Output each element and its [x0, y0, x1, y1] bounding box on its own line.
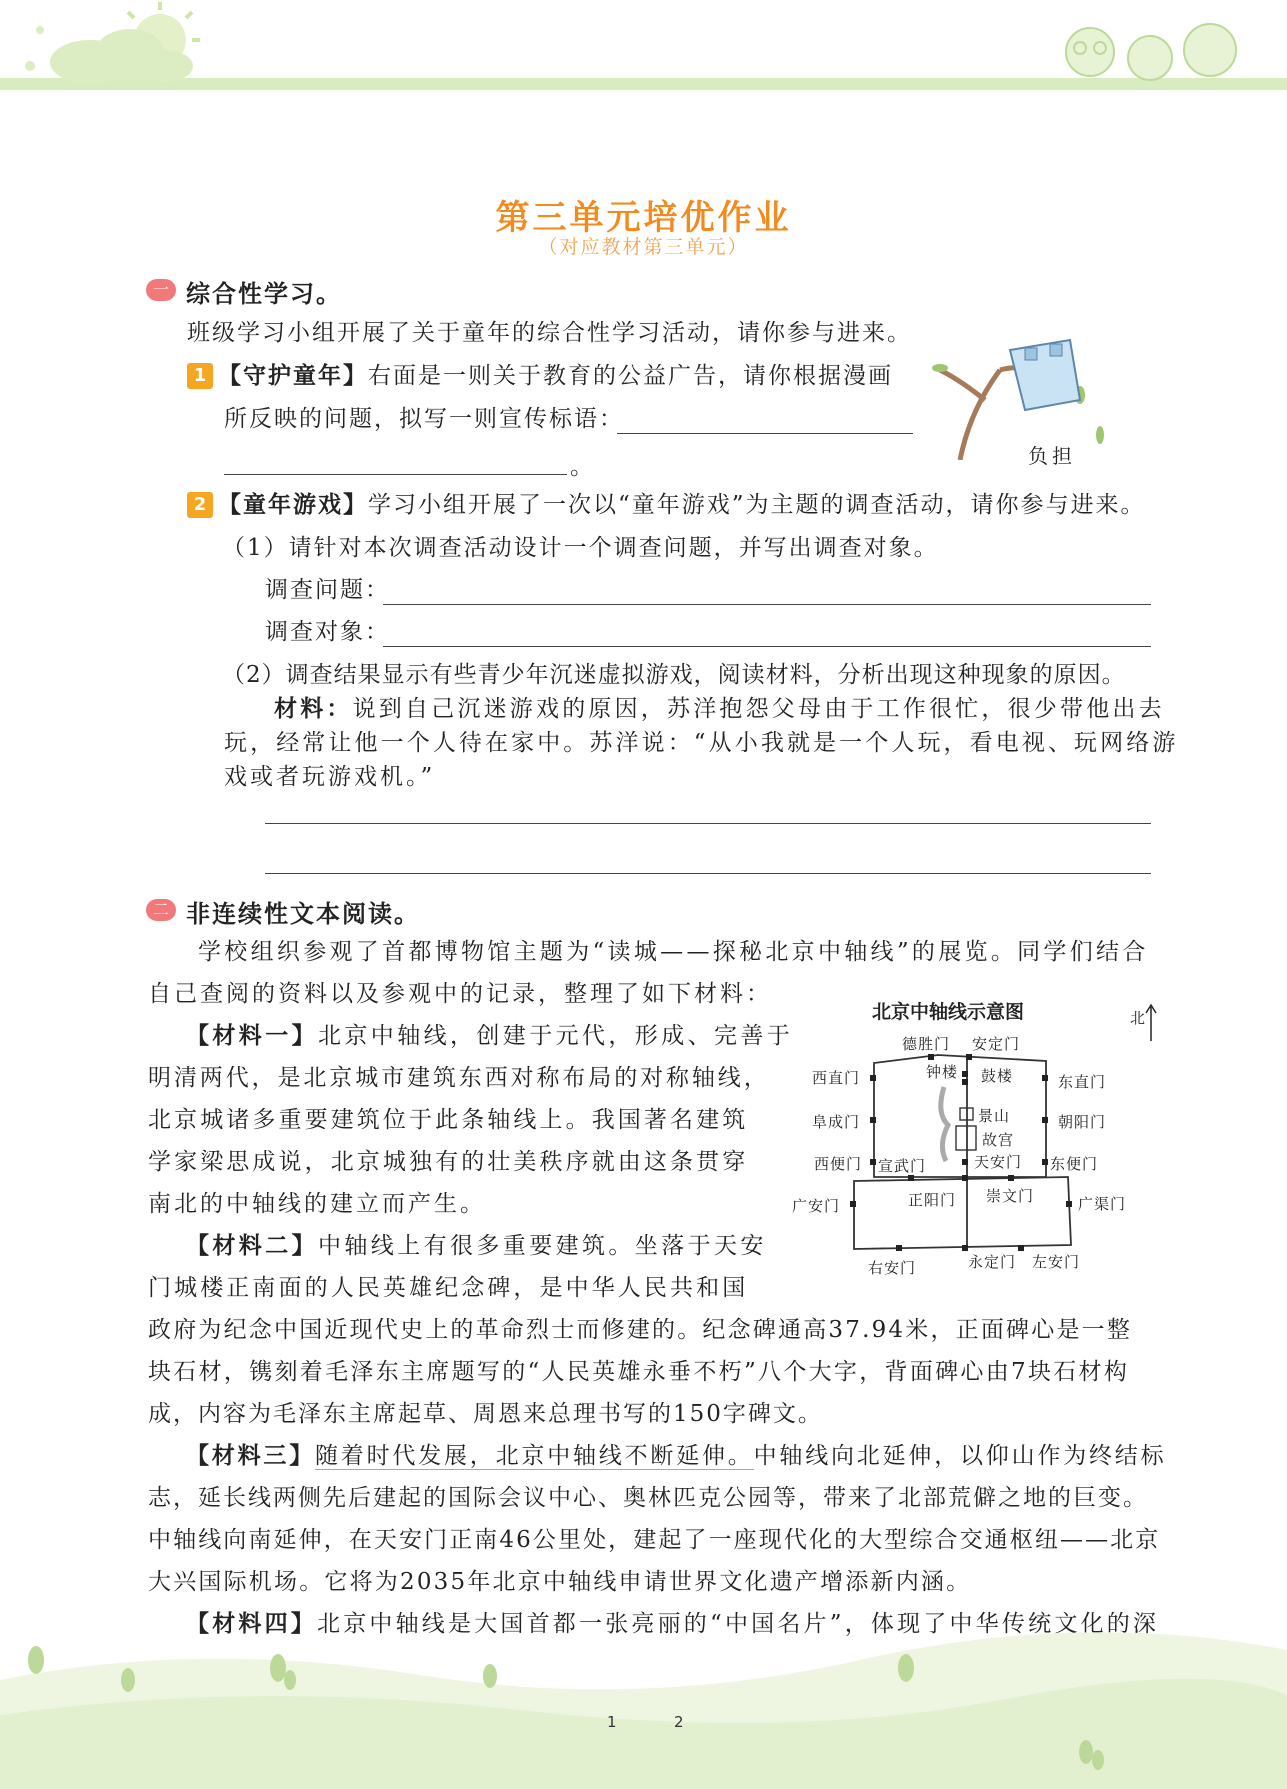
m2-line4: 块石材，镌刻着毛泽东主席题写的“人民英雄永垂不朽”八个大字，背面碑心由7块石材构	[148, 1359, 1130, 1385]
answer-line-2[interactable]	[265, 873, 1151, 874]
m1-line3: 北京城诸多重要建筑位于此条轴线上。我国著名建筑	[148, 1107, 749, 1133]
m1-line1-text: 北京中轴线，创建于元代，形成、完善于	[318, 1023, 794, 1049]
map-label-zhonglou: 钟楼	[926, 1063, 959, 1081]
section2-intro-line2: 自己查阅的资料以及参观中的记录，整理了如下材料：	[148, 981, 772, 1007]
m3-line2: 志，延长线两侧先后建起的国际会议中心、奥林匹克公园等，带来了北部荒僻之地的巨变。	[148, 1485, 1148, 1511]
map-label-guangqumen: 广渠门	[1078, 1195, 1127, 1213]
material-line3: 戏或者玩游戏机。”	[224, 764, 436, 790]
q2-text: 学习小组开展了一次以“童年游戏”为主题的调查活动，请你参与进来。	[368, 492, 1146, 518]
m2-label: 【材料二】	[186, 1233, 318, 1259]
m2-line1	[186, 1231, 767, 1261]
q1-line2: 所反映的问题，拟写一则宣传标语：	[224, 406, 624, 432]
m3-line1	[186, 1441, 1166, 1471]
section1-intro: 班级学习小组开展了关于童年的综合性学习活动，请你参与进来。	[187, 320, 912, 346]
m2-line2: 门城楼正南面的人民英雄纪念碑，是中华人民共和国	[148, 1275, 749, 1301]
map-label-jingshan: 景山	[978, 1107, 1011, 1125]
q2-label: 【童年游戏】	[218, 492, 368, 518]
section2-badge: 二	[146, 899, 176, 921]
m1-line5: 南北的中轴线的建立而产生。	[148, 1191, 486, 1217]
survey-object-line[interactable]	[383, 646, 1151, 647]
map-label-deshengmen: 德胜门	[902, 1035, 951, 1053]
map-label-xibianmen: 西便门	[814, 1155, 863, 1173]
q1-label: 【守护童年】	[218, 363, 368, 389]
map-label-xuanwumen: 宣武门	[878, 1157, 927, 1175]
map-label-gulou: 鼓楼	[981, 1067, 1014, 1085]
survey-object-label: 调查对象：	[265, 619, 390, 645]
backpack-icon	[1010, 340, 1080, 410]
map-label-dongbianmen: 东便门	[1050, 1155, 1099, 1173]
material-label: 材料：	[274, 696, 353, 722]
map-label-andingmen: 安定门	[972, 1035, 1021, 1053]
map-label-dongzhimen: 东直门	[1058, 1073, 1107, 1091]
q1-number: 1	[187, 363, 213, 389]
material-line2: 玩，经常让他一个人待在家中。苏洋说：“从小我就是一个人玩，看电视、玩网络游	[224, 730, 1179, 756]
section1-badge: 一	[146, 279, 176, 301]
m1-label: 【材料一】	[186, 1023, 318, 1049]
q2-sub1: （1）请针对本次调查活动设计一个调查问题，并写出调查对象。	[222, 535, 939, 561]
animal-faces-icon	[1066, 24, 1236, 80]
q1-answer-line-2[interactable]	[224, 474, 567, 475]
map-label-zhengyangmen: 正阳门	[908, 1191, 957, 1209]
m3-line4: 大兴国际机场。它将为2035年北京中轴线申请世界文化遗产增添新内涵。	[148, 1569, 972, 1595]
section1-title: 综合性学习。	[186, 280, 342, 308]
map-label-fuchengmen: 阜成门	[812, 1113, 861, 1131]
map-label-guanganmen: 广安门	[792, 1197, 841, 1215]
m3-label: 【材料三】	[186, 1443, 315, 1469]
material-line1	[274, 694, 1165, 724]
m1-line2: 明清两代，是北京城市建筑东西对称布局的对称轴线，	[148, 1065, 770, 1091]
map-label-tiananmen: 天安门	[974, 1153, 1023, 1171]
map-title: 北京中轴线示意图	[872, 1001, 1025, 1023]
map-label-yongdingmen: 永定门	[968, 1253, 1017, 1271]
m4-label: 【材料四】	[186, 1611, 317, 1637]
north-label: 北	[1130, 1009, 1147, 1027]
q1-line1	[218, 361, 893, 391]
q1-period: 。	[570, 454, 595, 480]
star-icon	[25, 26, 44, 71]
map-label-xizhimen: 西直门	[812, 1069, 861, 1087]
m1-line1	[186, 1021, 793, 1051]
m2-line1-text: 中轴线上有很多重要建筑。坐落于天安	[318, 1233, 767, 1259]
m2-line3: 政府为纪念中国近现代史上的革命烈士而修建的。纪念碑通高37.94米，正面碑心是一整	[148, 1317, 1133, 1343]
map-label-youanmen: 右安门	[868, 1259, 917, 1277]
m2-line5: 成，内容为毛泽东主席起草、周恩来总理书写的150字碑文。	[148, 1401, 823, 1427]
page-number-left: 1	[607, 1713, 617, 1731]
m3-underlined: 随着时代发展，北京中轴线不断延伸。	[315, 1443, 754, 1469]
q1-answer-line-1[interactable]	[617, 433, 913, 434]
map-label-chongwenmen: 崇文门	[986, 1187, 1035, 1205]
axis-map	[788, 995, 1287, 1295]
section2-title: 非连续性文本阅读。	[186, 900, 420, 928]
page-number-right: 2	[674, 1713, 684, 1731]
map-label-gugong: 故宫	[982, 1131, 1015, 1149]
survey-question-line[interactable]	[383, 604, 1151, 605]
cartoon-caption: 负担	[1028, 444, 1076, 468]
q2-sub2: （2）调查结果显示有些青少年沉迷虚拟游戏，阅读材料，分析出现这种现象的原因。	[222, 662, 1126, 688]
q2-line	[218, 490, 1146, 520]
material-line1-text: 说到自己沉迷游戏的原因，苏洋抱怨父母由于工作很忙，很少带他出去	[352, 696, 1165, 722]
map-label-zuoanmen: 左安门	[1032, 1253, 1081, 1271]
answer-line-1[interactable]	[265, 823, 1151, 824]
page-title: 第三单元培优作业	[495, 198, 792, 238]
map-lines	[788, 995, 1287, 1295]
map-label-chaoyangmen: 朝阳门	[1058, 1113, 1107, 1131]
footer-decoration	[0, 1620, 1287, 1789]
section2-intro-line1: 学校组织参观了首都博物馆主题为“读城——探秘北京中轴线”的展览。同学们结合	[198, 939, 1149, 965]
header-decoration	[0, 0, 1287, 100]
m1-line4: 学家梁思成说，北京城独有的壮美秩序就由这条贯穿	[148, 1149, 749, 1175]
m3-line1-text: 中轴线向北延伸，以仰山作为终结标	[753, 1443, 1167, 1469]
survey-question-label: 调查问题：	[265, 577, 390, 603]
m4-line1-text: 北京中轴线是大国首都一张亮丽的“中国名片”，体现了中华传统文化的深	[317, 1611, 1160, 1637]
m3-line3: 中轴线向南延伸，在天安门正南46公里处，建起了一座现代化的大型综合交通枢纽——北京	[148, 1527, 1161, 1553]
q1-line1-text: 右面是一则关于教育的公益广告，请你根据漫画	[368, 363, 893, 389]
q2-number: 2	[187, 492, 213, 518]
page-subtitle: （对应教材第三单元）	[538, 236, 749, 258]
